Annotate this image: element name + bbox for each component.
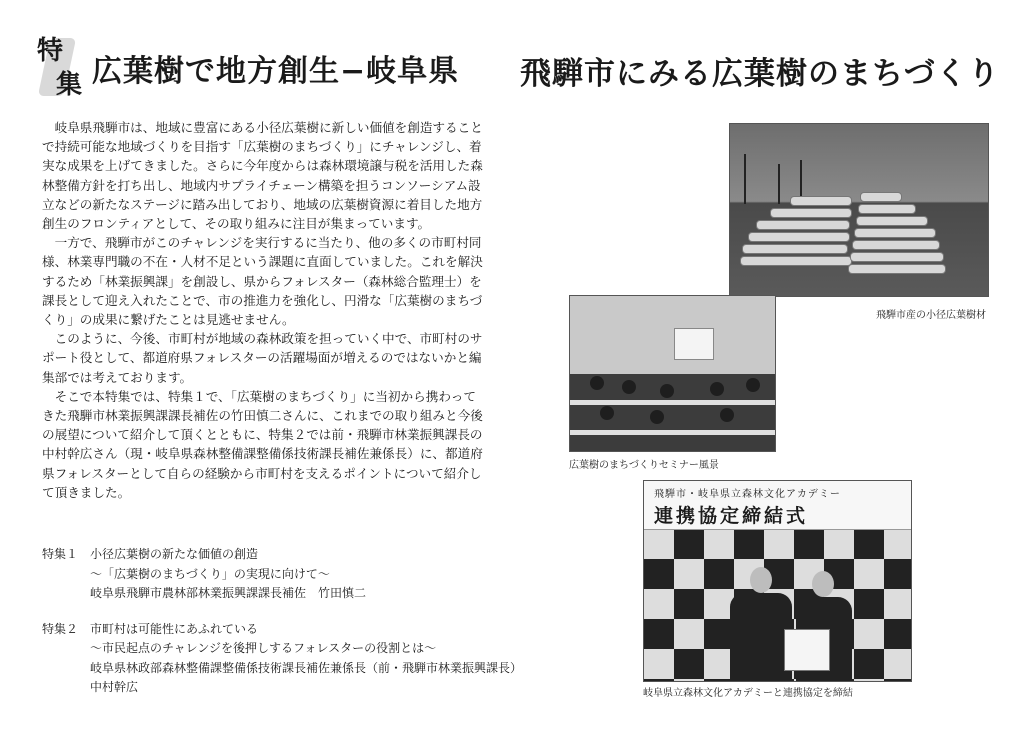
photo-agreement-caption: 岐阜県立森林文化アカデミーと連携協定を締結 [643, 688, 853, 699]
article-body [42, 118, 487, 502]
toc-entry-2 [42, 620, 523, 698]
attendee [650, 410, 664, 424]
photo-agreement [643, 480, 912, 682]
paragraph-1: 岐阜県飛騨市は、地域に豊富にある小径広葉樹に新しい価値を創造することで持続可能な地域づくりを目指す「広葉樹のまちづくり」にチャレンジし、着実な成果を上げてきました。さらに今年度からは森林環境譲与税を活用した森林整備方針を打ち出し、地域内サプライチェーン構築を担うコンソーシアム設立などの新たなステージに踏み出しており、地域の広葉樹資源に着目した地方創生のフロンティアとして、その取り組みに注目が集まっています。 [42, 120, 483, 232]
log [848, 264, 946, 274]
room-wall [570, 296, 775, 374]
log [860, 192, 902, 202]
agreement-document [784, 629, 830, 671]
page-title-right: 飛騨市にみる広葉樹のまちづくり [520, 56, 1000, 92]
log [742, 244, 848, 254]
person-face [750, 567, 772, 593]
log [850, 252, 944, 262]
toc-author: 岐阜県飛騨市農林部林業振興課課長補佐 竹田慎二 [90, 586, 367, 600]
log [790, 196, 852, 206]
photo-logs [729, 123, 989, 297]
toc-title: 小径広葉樹の新たな価値の創造 [90, 547, 259, 561]
feature-tag [34, 30, 84, 100]
toc-entry-1 [42, 545, 502, 604]
log [756, 220, 850, 230]
toc-number: 特集２ [42, 621, 79, 636]
attendee [600, 406, 614, 420]
person-face [812, 571, 834, 597]
photo-seminar-caption: 広葉樹のまちづくりセミナー風景 [569, 460, 719, 471]
banner-organizations: 飛騨市・岐阜県立森林文化アカデミー [654, 489, 841, 500]
attendee [710, 382, 724, 396]
tree [744, 154, 746, 204]
table [570, 430, 775, 435]
log [770, 208, 852, 218]
tag-char-bottom: 集 [56, 70, 83, 100]
attendee [590, 376, 604, 390]
toc-title: 市町村は可能性にあふれている [90, 621, 259, 636]
contents-list [42, 545, 523, 714]
toc-subtitle: 〜「広葉樹のまちづくり」の実現に向けて〜 [90, 566, 330, 581]
paragraph-2: 一方で、飛騨市がこのチャレンジを実行するに当たり、他の多くの市町村同様、林業専門職の不在・人材不足という課題に直面していました。これを解決するため「林業振興課」を創設し、県からフォレスター（森林総合監理士）を課長として迎え入れたことで、市の推進力を強化し、円滑な「広葉樹のまちづくり」の成果に繋げたことは見逃せません。 [42, 235, 483, 328]
log [854, 228, 936, 238]
attendee [746, 378, 760, 392]
banner-title: 連携協定締結式 [654, 505, 809, 527]
table [570, 400, 775, 405]
person-left [730, 593, 792, 681]
page-title-left: 広葉樹で地方創生−岐阜県 [92, 54, 460, 89]
log [748, 232, 850, 242]
attendee [720, 408, 734, 422]
toc-subtitle: 〜市民起点のチャレンジを後押しするフォレスターの役割とは〜 [90, 641, 437, 655]
tag-char-top: 特 [37, 36, 64, 66]
ceremony-banner [644, 481, 911, 530]
toc-author-name: 中村幹広 [90, 680, 139, 694]
paragraph-3: このように、今後、市町村が地域の森林政策を担っていく中で、市町村のサポート役として、都道府県フォレスターの活躍場面が増えるのではないかと編集部では考えております。 [42, 331, 483, 385]
attendee [622, 380, 636, 394]
tree [778, 164, 780, 204]
attendee [660, 384, 674, 398]
toc-number: 特集１ [42, 547, 79, 561]
toc-author: 岐阜県林政部森林整備課整備係技術課長補佐兼係長（前・飛騨市林業振興課長） [90, 660, 523, 675]
log [858, 204, 916, 214]
projector-screen [674, 328, 714, 360]
photo-seminar [569, 295, 776, 452]
log [740, 256, 852, 266]
log [852, 240, 940, 250]
paragraph-4: そこで本特集では、特集１で、「広葉樹のまちづくり」に当初から携わってきた飛騨市林業振興課課長補佐の竹田慎二さんに、これまでの取り組みと今後の展望について紹介して頂くとともに、特集２では前・飛騨市林業振興課長の中村幹広さん（現・岐阜県森林整備課整備係技術課長補佐兼係長）に、都道府県フォレスターとして自らの経験から市町村を支えるポイントについて紹介して頂きました。 [42, 388, 483, 500]
photo-logs-caption: 飛騨市産の小径広葉樹材 [876, 310, 986, 321]
log [856, 216, 928, 226]
